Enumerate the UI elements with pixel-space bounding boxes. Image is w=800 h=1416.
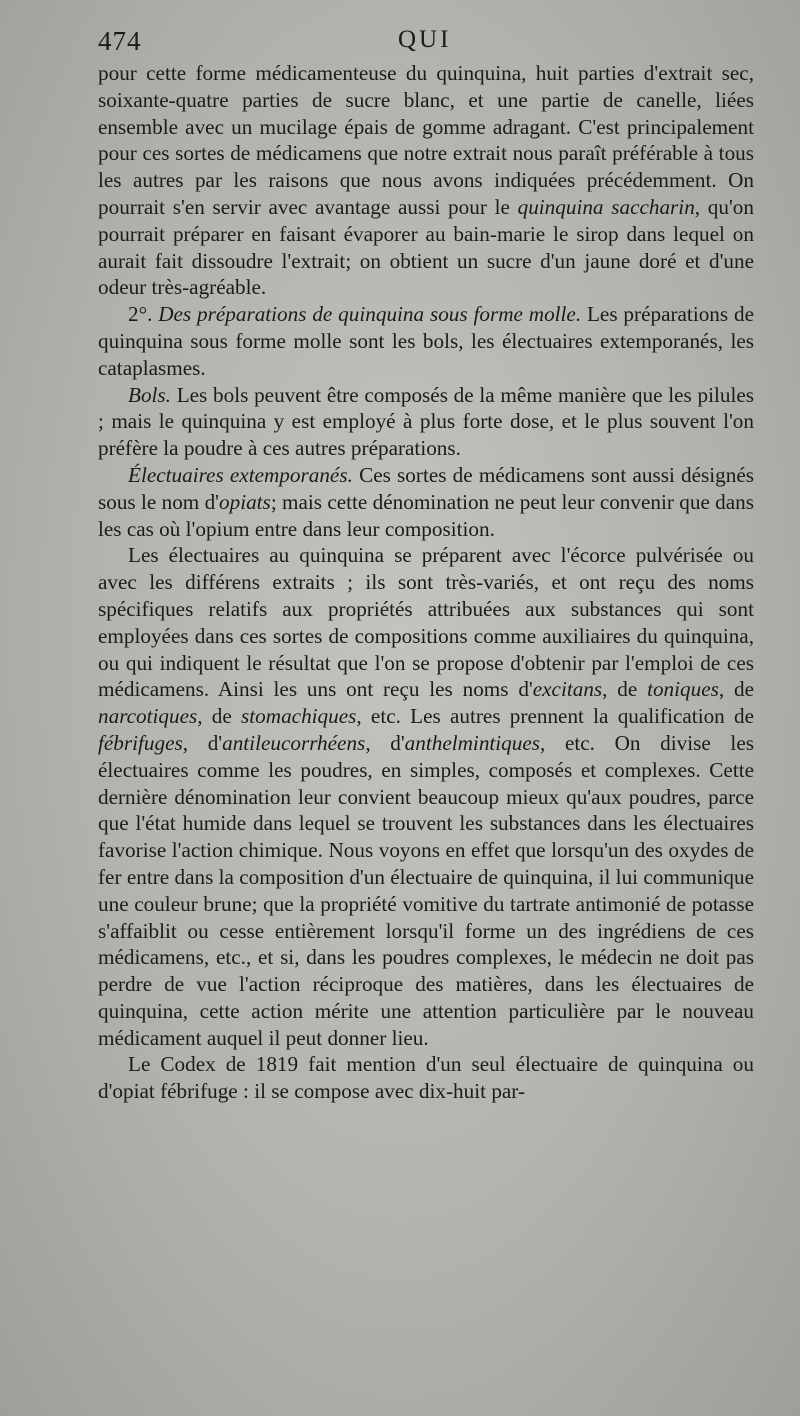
paragraph [98,462,754,542]
italic-text: fébrifuges [98,730,183,755]
italic-text: Bols. [128,382,171,407]
text-run: Ces sortes de médicamens sont aussi désignés sous le nom d' [98,462,754,514]
text-run: 2°. [128,302,159,327]
text-run: , de [197,704,242,729]
italic-text: Des préparations de quinquina sous forme molle. [158,302,582,327]
text-run: pour cette forme médicamenteuse du quinquina, huit parties d'extrait sec, soixante-quatre parties de sucre blanc, et une partie de canelle, liées ensemble avec un mucilage épais de gomme adragant. C'est principalement pour ces sortes de médicamens que notre extrait nous paraît préférable à tous les autres par les raisons que nous avons indiquées précédemment. On pourrait s'en servir avec avantage aussi pour le [98,61,754,219]
text-run: Les préparations de quinquina sous forme molle sont les bols, les électuaires extemporanés, les cataplasmes. [98,302,754,380]
italic-text: anthelmintiques [404,730,541,755]
italic-text: quinquina saccharin [517,194,695,219]
paragraph [98,301,754,381]
body-text [98,60,754,1105]
italic-text: Électuaires extemporanés. [128,462,353,487]
text-run: , qu'on pourrait préparer en faisant évaporer au bain-marie le sirop dans lequel on aurait fait dissoudre l'extrait; on obtient un sucre d'un jaune doré et d'une odeur très-agréable. [98,194,754,300]
running-head: QUI [398,26,452,53]
italic-text: stomachiques [241,704,357,729]
paragraph [98,60,754,301]
italic-text: antileucorrhéens [222,730,366,755]
paragraph [98,1051,754,1105]
text-run: Les bols peuvent être composés de la même manière que les pilules ; mais le quinquina y est employé à plus forte dose, et le plus souvent l'on préfère la poudre à ces autres préparations. [98,382,754,461]
page-header [98,26,758,60]
text-run: Le Codex de 1819 fait mention d'un seul électuaire de quinquina ou d'opiat fébrifuge : il se compose avec dix-huit par- [98,1052,754,1104]
paragraph [98,542,754,1051]
text-run: , de [718,677,754,702]
paragraph [98,382,754,462]
text-run: , de [602,677,648,702]
italic-text: excitans [532,677,603,702]
text-run: Les électuaires au quinquina se préparent avec l'écorce pulvérisée ou avec les différens extraits ; ils sont très-variés, et ont reçu des noms spécifiques relatifs aux propriétés attribuées aux substances qui sont employées dans ces sortes de compositions comme auxiliaires du quinquina, ou qui indiquent le résultat que l'on se propose d'obtenir par l'emploi de ces médicamens. Ainsi les uns ont reçu les noms d' [98,543,754,702]
text-run: , etc. On divise les électuaires comme les poudres, en simples, composés et complexes. Cette dernière dénomination leur convient beaucoup mieux qu'aux poudres, parce que l'état humide dans lequel se trouvent les substances dans les électuaires favorise l'action chimique. Nous voyons en effet que lorsqu'un des oxydes de fer entre dans la composition d'un électuaire de quinquina, il lui communique une couleur brune; que la propriété vomitive du tartrate antimonié de potasse s'affaiblit ou cesse entièrement lorsqu'il forme un des ingrédiens de ces médicamens, etc., et si, dans les poudres complexes, le médecin ne doit pas perdre de vue l'action réciproque des matières, dans les électuaires de quinquina, cette action mérite une attention particulière par le nouveau médicament auquel il peut donner lieu. [98,730,754,1050]
italic-text: toniques [647,677,719,702]
text-run: ; mais cette dénomination ne peut leur convenir que dans les cas où l'opium entre dans leur composition. [98,489,754,541]
text-run: , d' [365,730,405,755]
text-run: , etc. Les autres prennent la qualification de [356,704,755,729]
italic-text: narcotiques [98,704,198,729]
text-run: , d' [182,730,223,755]
page-number: 474 [98,26,142,56]
italic-text: opiats [219,489,271,514]
